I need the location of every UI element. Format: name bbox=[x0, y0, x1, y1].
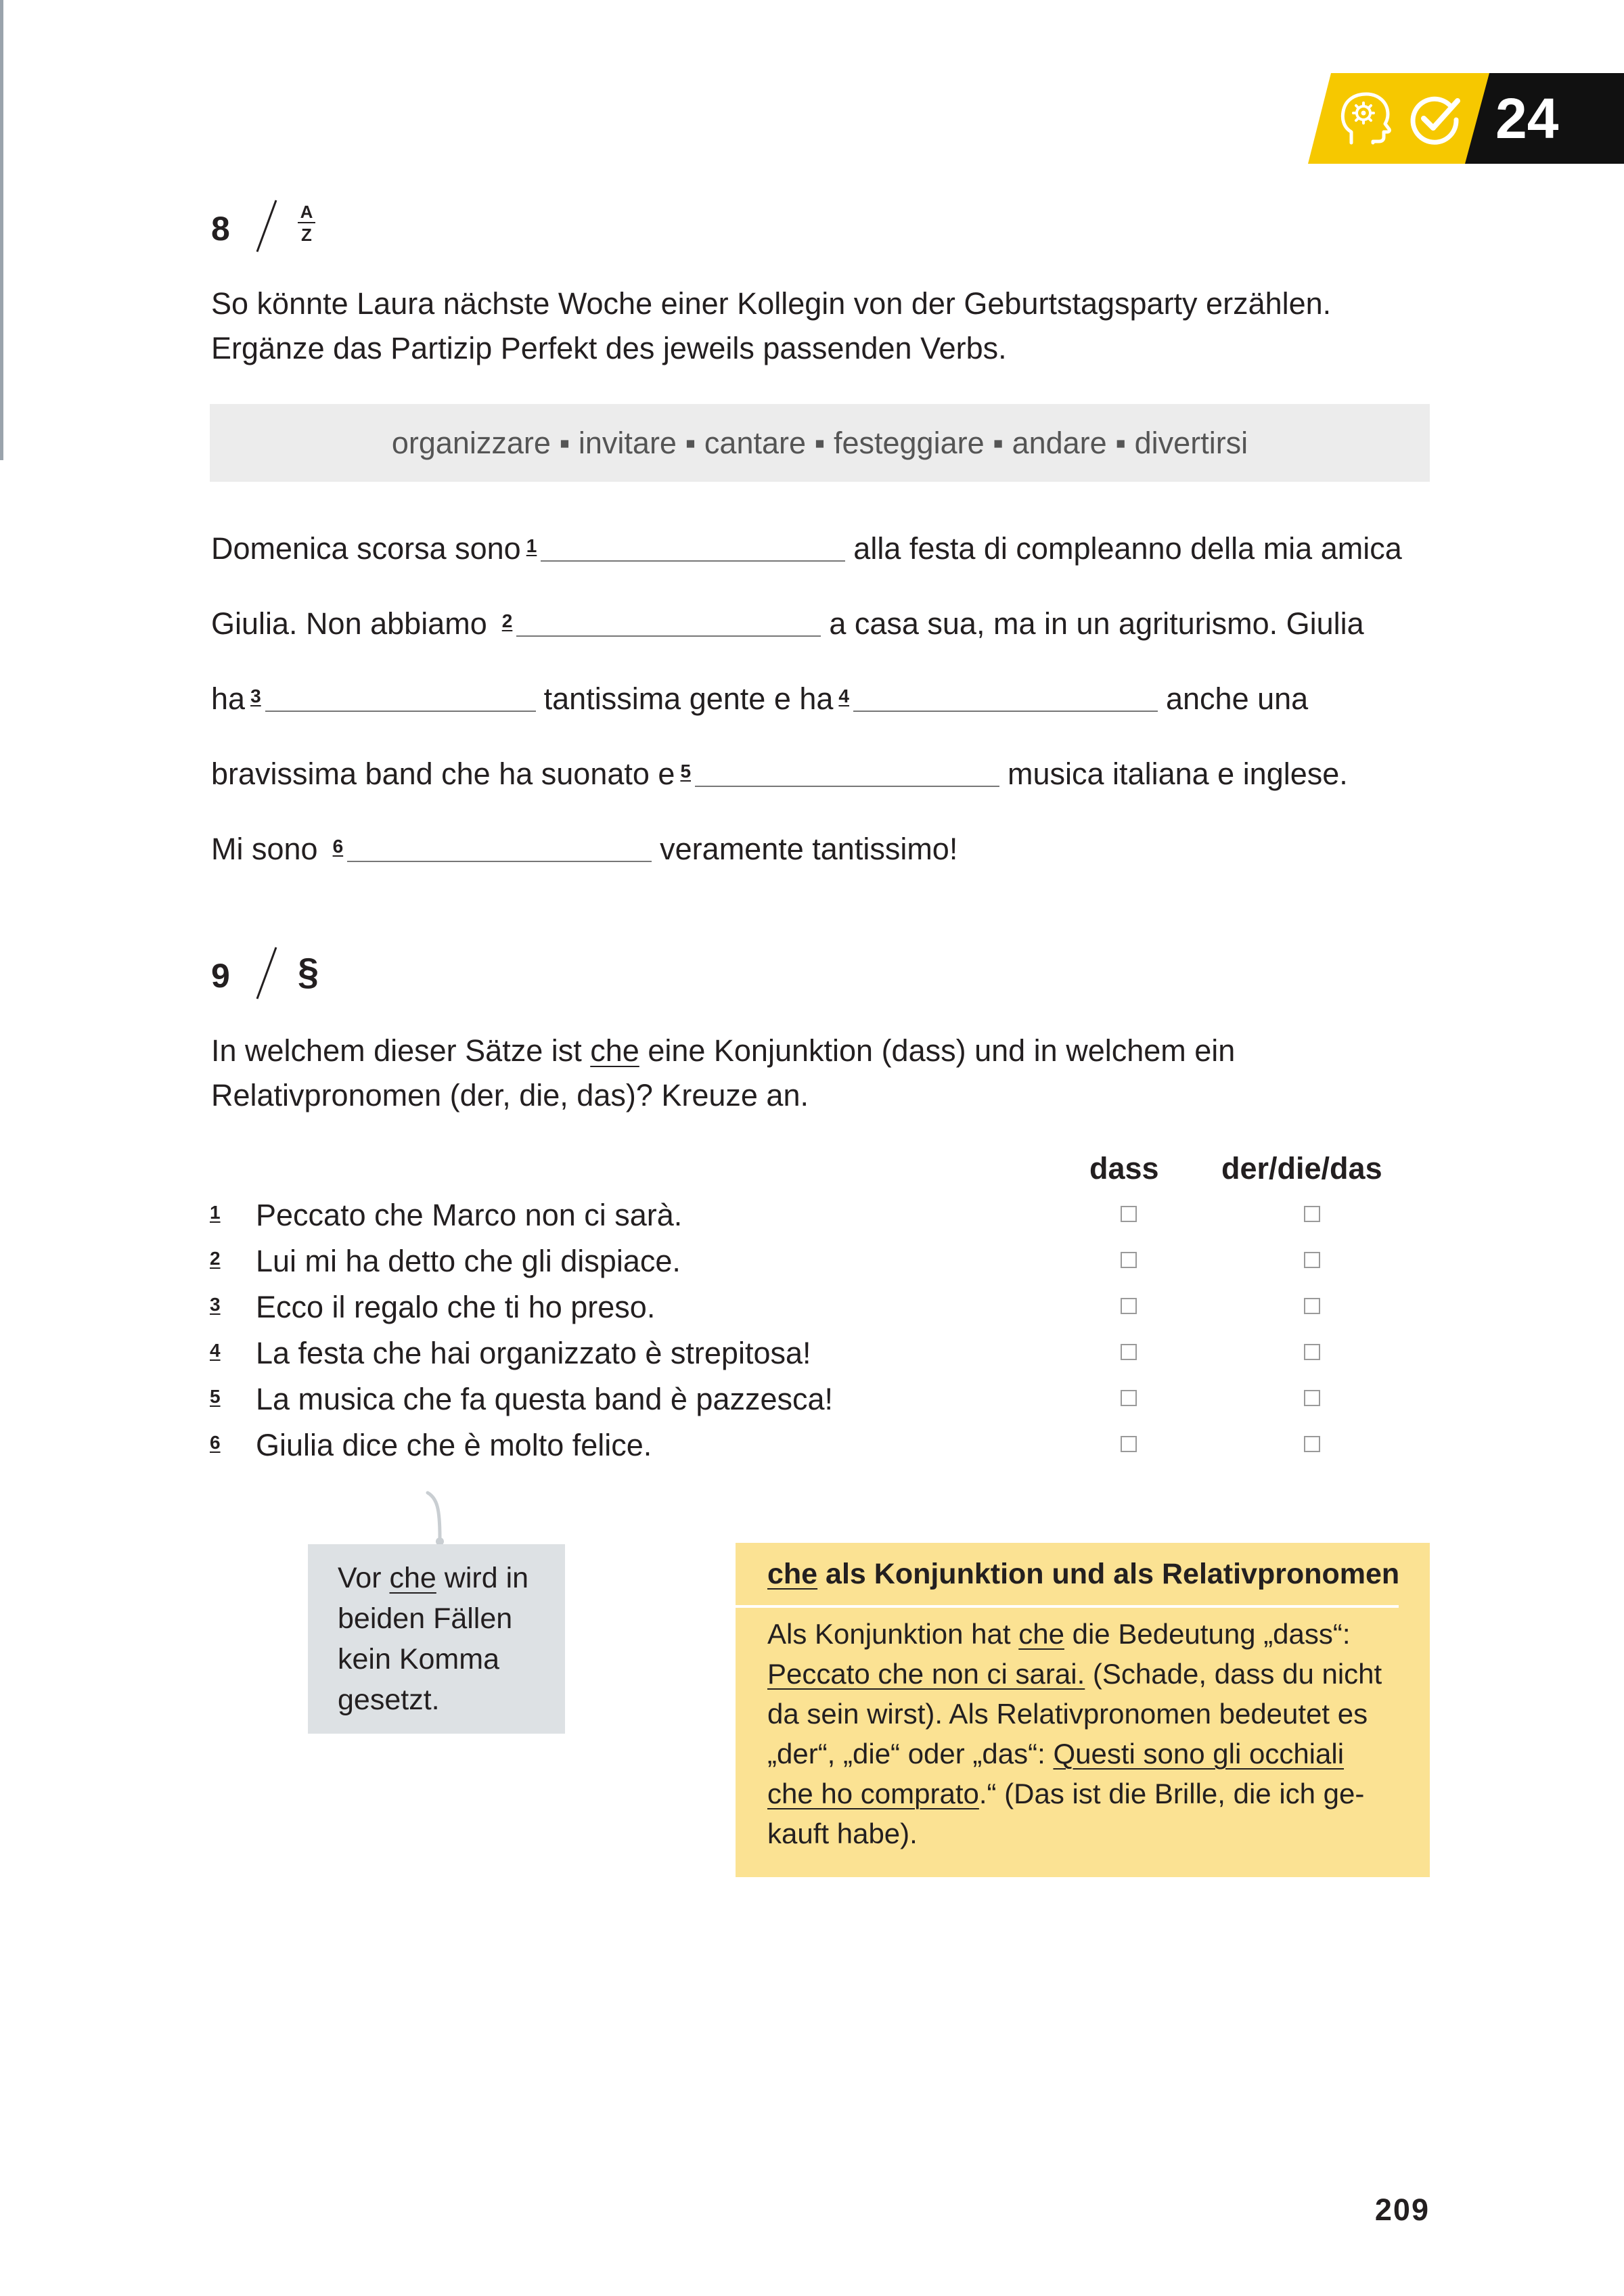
info-line bbox=[767, 1774, 1397, 1814]
list-item bbox=[210, 1284, 1320, 1330]
item-number: 2 bbox=[210, 1248, 221, 1269]
gap-text: veramente tantissimo! bbox=[660, 832, 958, 866]
chapter-tab bbox=[1308, 73, 1624, 164]
exercise-number: 8 bbox=[211, 210, 230, 248]
checkbox-der-die-das[interactable] bbox=[1304, 1298, 1320, 1314]
note-line: kein Komma bbox=[338, 1643, 499, 1675]
gap-number: 2 bbox=[501, 610, 513, 631]
gap-blank-2[interactable] bbox=[516, 635, 821, 637]
checkbox-der-die-das[interactable] bbox=[1304, 1436, 1320, 1452]
gap-blank-5[interactable] bbox=[695, 786, 999, 787]
item-text: Peccato che Marco non ci sarà. bbox=[256, 1198, 683, 1232]
gap-text: Domenica scorsa sono bbox=[211, 531, 521, 566]
info-line: da sein wirst). Als Relativpronomen bedeutet es bbox=[767, 1698, 1368, 1730]
info-example: Questi sono gli occhiali bbox=[1053, 1738, 1345, 1770]
gap-text: a casa sua, ma in un agriturismo. Giulia bbox=[829, 606, 1364, 641]
item-text: Lui mi ha detto che gli dispiace. bbox=[256, 1244, 681, 1278]
note-text: wird in bbox=[436, 1562, 529, 1594]
item-number: 5 bbox=[210, 1386, 221, 1407]
checkbox-dass[interactable] bbox=[1121, 1344, 1137, 1360]
info-box-body bbox=[767, 1614, 1397, 1853]
gap-blank-1[interactable] bbox=[541, 560, 845, 562]
word-bank: organizzare ▪ invitare ▪ cantare ▪ festeggiare ▪ andare ▪ divertirsi bbox=[210, 404, 1430, 482]
gap-line-3 bbox=[211, 674, 1308, 721]
checkbox-dass[interactable] bbox=[1121, 1390, 1137, 1406]
info-title-text: als Konjunktion und als Relativpronomen bbox=[817, 1558, 1400, 1590]
checkbox-der-die-das[interactable] bbox=[1304, 1252, 1320, 1268]
instruction-line bbox=[211, 1029, 1429, 1073]
checkbox-der-die-das[interactable] bbox=[1304, 1390, 1320, 1406]
az-icon-bar bbox=[298, 222, 315, 223]
item-text: La festa che hai organizzato è strepitosa! bbox=[256, 1336, 811, 1370]
list-item bbox=[210, 1238, 1320, 1284]
instruction-line: Ergänze das Partizip Perfekt des jeweils passenden Verbs. bbox=[211, 331, 1007, 365]
note-connector bbox=[420, 1482, 460, 1550]
gap-number: 6 bbox=[332, 836, 344, 857]
note-che: che bbox=[389, 1562, 436, 1594]
note-line: beiden Fällen bbox=[338, 1602, 513, 1635]
note-text: Vor bbox=[338, 1562, 390, 1594]
instruction-line: So könnte Laura nächste Woche einer Kollegin von der Geburtstagsparty erzählen. bbox=[211, 286, 1332, 321]
checkbox-dass[interactable] bbox=[1121, 1298, 1137, 1314]
az-icon-bottom: Z bbox=[301, 225, 312, 245]
note-line: gesetzt. bbox=[338, 1684, 440, 1716]
gap-blank-4[interactable] bbox=[853, 711, 1158, 712]
checkbox-dass[interactable] bbox=[1121, 1206, 1137, 1222]
info-text: die Bedeutung „dass“: bbox=[1064, 1618, 1351, 1650]
paragraph-icon: § bbox=[298, 950, 319, 993]
info-line bbox=[767, 1734, 1397, 1774]
info-text: „der“, „die“ oder „das“: bbox=[767, 1738, 1054, 1770]
checkbox-dass[interactable] bbox=[1121, 1436, 1137, 1452]
list-item bbox=[210, 1422, 1320, 1468]
column-header-dass: dass bbox=[1089, 1151, 1159, 1186]
item-number: 1 bbox=[210, 1202, 221, 1223]
gap-number: 3 bbox=[250, 685, 261, 706]
checkmark-circle-icon bbox=[1406, 90, 1464, 148]
gap-text: bravissima band che ha suonato e bbox=[211, 757, 675, 791]
slash-divider bbox=[253, 198, 280, 254]
item-number: 3 bbox=[210, 1294, 221, 1315]
az-icon-top: A bbox=[300, 202, 313, 222]
info-text: (Schade, dass du nicht bbox=[1085, 1658, 1382, 1690]
item-text: Giulia dice che è molto felice. bbox=[256, 1428, 652, 1462]
instruction-line: Relativpronomen (der, die, das)? Kreuze an. bbox=[211, 1078, 809, 1112]
gap-text: alla festa di compleanno della mia amica bbox=[853, 531, 1402, 566]
info-example: che ho comprato bbox=[767, 1778, 979, 1809]
gap-line-2 bbox=[211, 599, 1364, 646]
brain-head-icon bbox=[1336, 90, 1395, 148]
page-binding-edge bbox=[0, 0, 3, 460]
gap-line-4 bbox=[211, 749, 1348, 796]
gap-blank-3[interactable] bbox=[265, 711, 536, 712]
info-example: Peccato che non ci sarai. bbox=[767, 1658, 1085, 1690]
gap-text: anche una bbox=[1165, 681, 1309, 716]
gap-text: tantissima gente e ha bbox=[543, 681, 834, 716]
item-number: 4 bbox=[210, 1340, 221, 1361]
comma-note bbox=[308, 1544, 565, 1734]
info-text: .“ (Das ist die Brille, die ich ge- bbox=[978, 1778, 1365, 1809]
info-box-title bbox=[767, 1553, 1399, 1595]
info-title-che: che bbox=[767, 1558, 818, 1590]
instruction-text: eine Konjunktion (dass) und in welchem ein bbox=[639, 1033, 1236, 1068]
list-item bbox=[210, 1376, 1320, 1422]
page-number: 209 bbox=[1374, 2192, 1430, 2227]
chapter-number: 24 bbox=[1495, 87, 1559, 150]
grammar-info-box bbox=[736, 1543, 1430, 1877]
column-header-der-die-das: der/die/das bbox=[1221, 1151, 1382, 1186]
gap-text: musica italiana e inglese. bbox=[1008, 757, 1348, 791]
checkbox-dass[interactable] bbox=[1121, 1252, 1137, 1268]
info-line bbox=[767, 1614, 1397, 1654]
item-number: 6 bbox=[210, 1432, 221, 1453]
note-line bbox=[338, 1558, 535, 1598]
gap-number: 4 bbox=[838, 685, 849, 706]
info-text: Als Konjunktion hat bbox=[767, 1618, 1019, 1650]
gap-line-5 bbox=[211, 824, 957, 872]
info-che: che bbox=[1018, 1618, 1064, 1650]
gap-number: 5 bbox=[680, 761, 692, 782]
checkbox-der-die-das[interactable] bbox=[1304, 1206, 1320, 1222]
list-item bbox=[210, 1192, 1320, 1238]
item-text: Ecco il regalo che ti ho preso. bbox=[256, 1290, 656, 1324]
exercise-number: 9 bbox=[211, 957, 230, 995]
info-line: kauft habe). bbox=[767, 1818, 918, 1849]
gap-number: 1 bbox=[526, 535, 537, 556]
checkbox-der-die-das[interactable] bbox=[1304, 1344, 1320, 1360]
instruction-text: In welchem dieser Sätze ist bbox=[211, 1033, 591, 1068]
instruction-che: che bbox=[590, 1033, 639, 1068]
item-text: La musica che fa questa band è pazzesca! bbox=[256, 1382, 834, 1416]
gap-text: Giulia. Non abbiamo bbox=[211, 606, 487, 641]
info-box-divider bbox=[736, 1605, 1399, 1608]
info-line bbox=[767, 1654, 1397, 1694]
gap-line-1 bbox=[211, 524, 1402, 571]
gap-blank-6[interactable] bbox=[347, 861, 652, 862]
slash-divider bbox=[253, 945, 280, 1001]
list-item bbox=[210, 1330, 1320, 1376]
gap-text: ha bbox=[211, 681, 246, 716]
gap-text: Mi sono bbox=[211, 832, 318, 866]
